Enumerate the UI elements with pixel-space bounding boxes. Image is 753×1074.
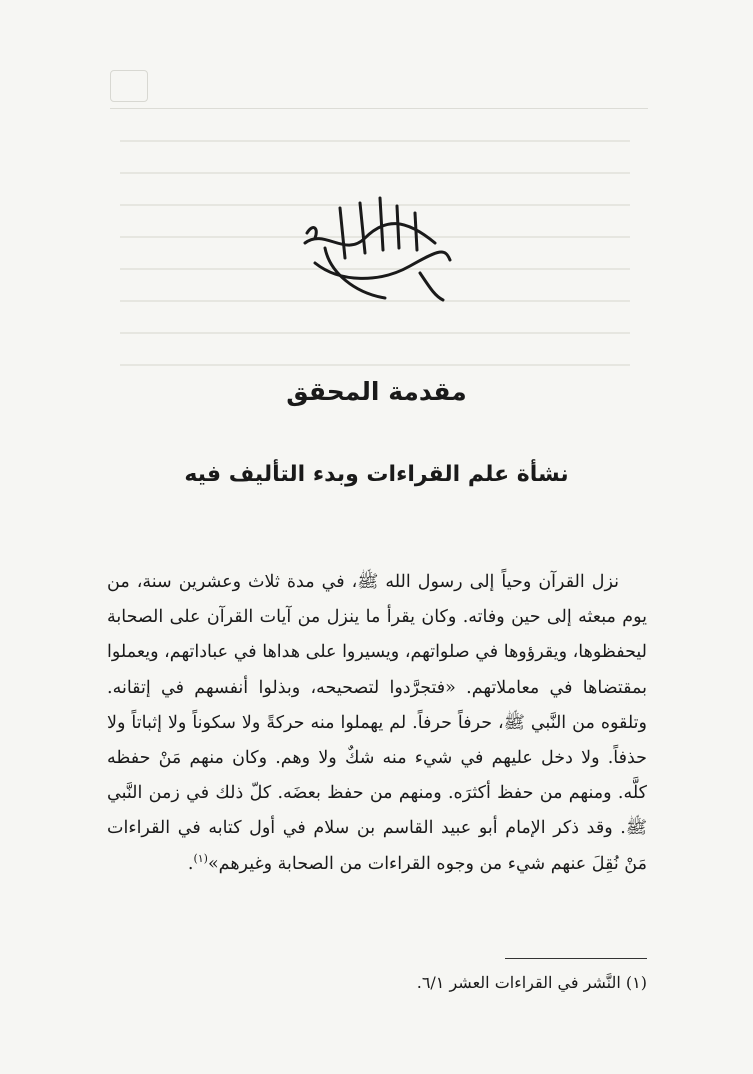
running-header-bleed bbox=[110, 58, 648, 109]
main-paragraph: نزل القرآن وحياً إلى رسول الله ﷺ، في مدة ثلاث وعشرين سنة، من يوم مبعثه إلى حين وفاته. وكان يقرأ ما ينزل من آيات القرآن على الصحابة ليحفظوها، ويقرؤوها في صلواتهم، ويسيروا على هداها في عباداتهم، ويعملوا بمقتضاها في معاملاتهم. «فتجرَّدوا لتصحيحه، وبذلوا أنفسهم في إتقانه. وتلقوه من النَّبي ﷺ، حرفاً حرفاً. لم يهملوا منه حركةً ولا سكوناً ولا إثباتاً ولا حذفاً. ولا دخل عليهم في شيء منه شكٌ ولا وهم. وكان منهم مَنْ حفظه كلَّه. ومنهم من حفظ أكثرَه. ومنهم من حفظ بعضَه. كلّ ذلك في زمن النَّبي ﷺ. وقد ذكر الإمام أبو عبيد القاسم بن سلام في أول كتابه في القراءات مَنْ نُقِلَ عنهم شيء من وجوه القراءات من الصحابة وغيرهم»$^{(١)}$. bbox=[107, 572, 647, 874]
footnote: (١) النَّشر في القراءات العشر ٦/١. bbox=[416, 973, 647, 992]
basmala-text: بسم الله الرحمن الرحيم bbox=[375, 306, 386, 307]
body-text bbox=[107, 565, 647, 882]
main-paragraph-text: نزل القرآن وحياً إلى رسول الله ﷺ، في مدة ثلاث وعشرين سنة، من يوم مبعثه إلى حين وفاته. وكان يقرأ ما ينزل من آيات القرآن على الصحابة ليحفظوها، ويقرؤوها في صلواتهم، ويسيروا على هداها في عباداتهم، ويعملوا بمقتضاها في معاملاتهم. «فتجرَّدوا لتصحيحه، وبذلوا أنفسهم في إتقانه. وتلقوه من النَّبي ﷺ، حرفاً حرفاً. لم يهملوا منه حركةً ولا سكوناً ولا إثباتاً ولا حذفاً. ولا دخل عليهم في شيء منه شكٌ ولا وهم. وكان منهم مَنْ حفظه كلَّه. ومنهم من حفظ أكثرَه. ومنهم من حفظ بعضَه. كلّ ذلك في زمن النَّبي ﷺ. وقد ذكر الإمام أبو عبيد القاسم بن سلام في أول كتابه في القراءات مَنْ نُقِلَ عنهم شيء من وجوه القراءات من الصحابة وغيرهم» bbox=[107, 572, 647, 874]
page-number-bleed bbox=[110, 70, 148, 102]
basmala-calligraphy bbox=[285, 188, 465, 308]
heading-intro: مقدمة المحقق bbox=[286, 377, 467, 406]
footnote-marker[interactable]: (١) bbox=[193, 851, 208, 865]
heading-origin: نشأة علم القراءات وبدء التأليف فيه bbox=[184, 462, 569, 487]
footnote-divider bbox=[505, 958, 647, 959]
